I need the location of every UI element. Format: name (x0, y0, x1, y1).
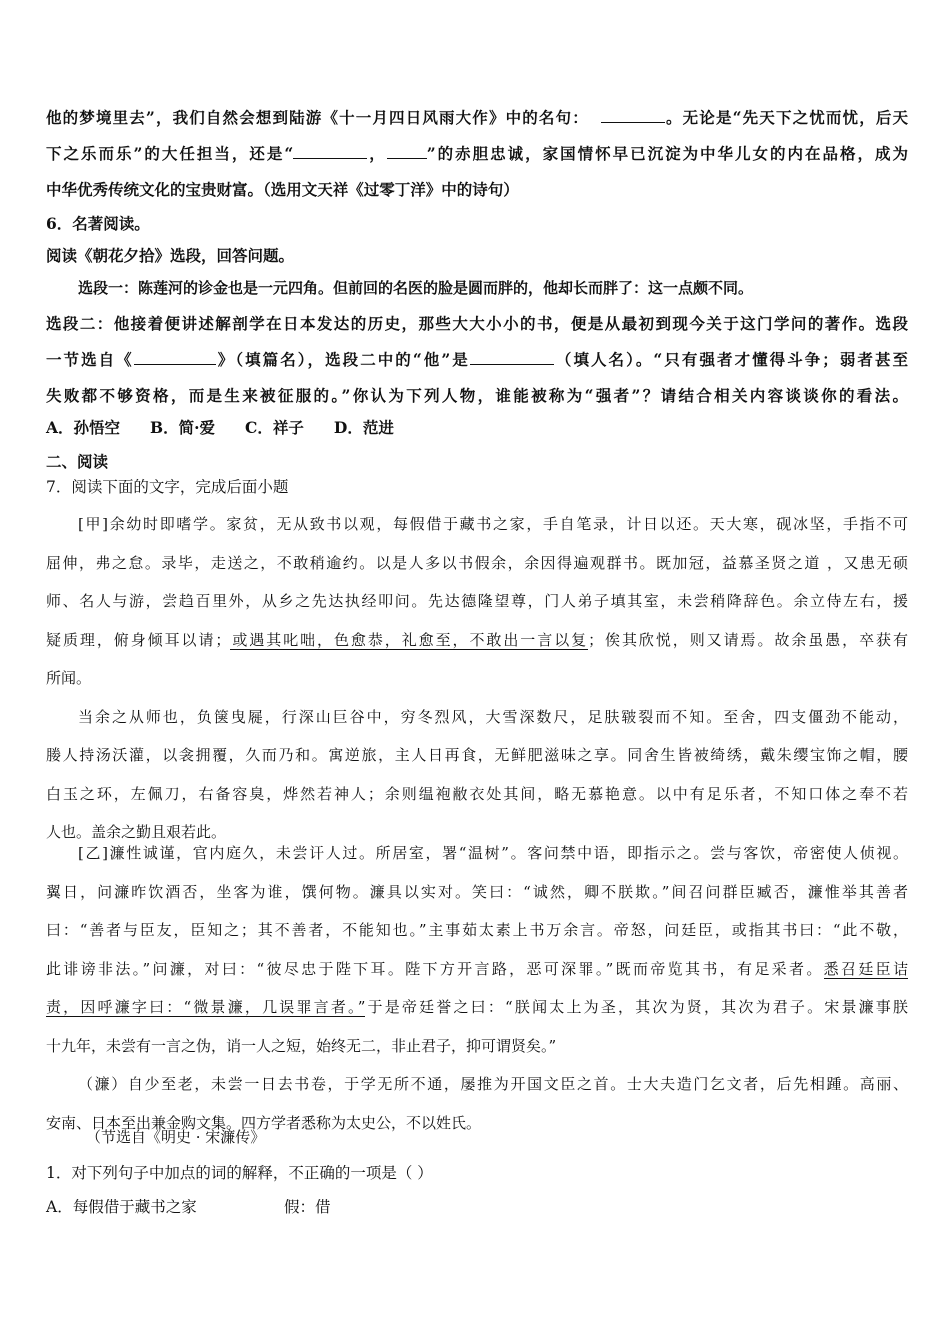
q5-line-3: 中华优秀传统文化的宝贵财富。（选用文天祥《过零丁洋》中的诗句） (46, 180, 519, 199)
q7-sub-1 (46, 1156, 908, 1224)
passage-jia: [甲]余幼时即嗜学。家贫，无从致书以观，每假借于藏书之家，手自笔录，计日以还。天大寒，砚冰坚，手指不可 屈伸，弗之怠。录毕，走送之，不敢稍逾约。以是人多以书假余，余因得遍观群书。既加冠，益慕圣贤之道 ，又患无硕 师、名人与游，尝趋百里外，从乡之先达执经叩问。先达德隆望尊，门人弟子填其室，未尝稍降辞色。余立侍左右，援 疑质理，俯身倾耳以请；或遇其叱咄，色愈恭，礼愈至，不敢出一言以复；俟其欣悦，则又请焉。故余虽愚，卒获有 所闻。 当余之从师也，负箧曳屣，行深山巨谷中，穷冬烈风，大雪深数尺，足肤皲裂而不知。至舍，四支僵劲不能动， 媵人持汤沃灌，以衾拥覆，久而乃和。寓逆旅，主人日再食，无鲜肥滋味之享。同舍生皆被绮绣，戴朱缨宝饰之帽，腰 白玉之环，左佩刀，右备容臭，烨然若神人；余则缊袍敝衣处其间，略无慕艳意。以中有足乐者，不知口体之奉不若 人也。盖余之勤且艰若此。 (46, 515, 908, 841)
q5-line-1: 他的梦境里去”，我们自然会想到陆游《十一月四日风雨大作》中的名句： 。无论是“先天下之忧而忧，后天 (46, 108, 908, 127)
option-b[interactable]: B．简·爱 (150, 418, 216, 437)
answer-blank[interactable] (293, 143, 367, 160)
option-c[interactable]: C．祥子 (245, 418, 304, 437)
option-a[interactable]: A．孙悟空 (46, 418, 121, 437)
q6-ex2-line-1: 选段二：他接着便讲述解剖学在日本发达的历史，那些大大小小的书，便是从最初到现今关于这门学问的著作。选段 (46, 314, 908, 333)
question-6-excerpt-2 (46, 306, 908, 414)
passage-source: （节选自《明史 · 宋濂传》 (86, 1128, 266, 1146)
underlined-sentence: 责，因呼濂字曰：“微景濂，几误罪言者。” (46, 998, 366, 1016)
q6-options (46, 412, 908, 444)
option-d[interactable]: D．范进 (333, 418, 394, 437)
q6-intro: 阅读《朝花夕拾》选段，回答问题。 (46, 246, 295, 265)
question-5-tail (46, 100, 908, 208)
answer-blank[interactable] (601, 107, 665, 124)
answer-blank[interactable] (470, 349, 554, 366)
underlined-sentence: 悉召廷臣诘 (823, 959, 908, 978)
q5-line-2: 下之乐而乐”的大任担当，还是“ ， ”的赤胆忠诚，家国情怀早已沉淀为中华儿女的内在品格，成为 (46, 144, 908, 163)
section-2-heading: 二、阅读 (46, 452, 109, 471)
answer-blank[interactable] (134, 349, 216, 366)
underlined-sentence: 或遇其叱咄，色愈恭，礼愈至，不敢出一言以复 (230, 630, 589, 649)
question-6 (46, 208, 908, 304)
answer-blank[interactable] (387, 143, 427, 160)
passage-yi: [乙]濂性诚谨，官内庭久，未尝讦人过。所居室，署“温树”。客问禁中语，即指示之。尝与客饮，帝密使人侦视。 翼日，问濂昨饮酒否，坐客为谁，馔何物。濂具以实对。笑曰：“诚然，卿不朕欺。”间召问群臣臧否，濂惟举其善者 曰：“善者与臣友，臣知之；其不善者，不能知也。”主事茹太素上书万余言。帝怒，问廷臣，或指其书曰：“此不敬， 此诽谤非法。”问濂，对曰：“彼尽忠于陛下耳。陛下方开言路，恶可深罪。”既而帝览其书，有足采者。悉召廷臣诘 责，因呼濂字曰：“微景濂，几误罪言者。”于是帝廷誉之曰：“朕闻太上为圣，其次为贤，其次为君子。宋景濂事朕 十九年，未尝有一言之伪，诮一人之短，始终无二，非止君子，抑可谓贤矣。” （濂）自少至老，未尝一日去书卷，于学无所不通，屡推为开国文臣之首。士大夫造门乞文者，后先相踵。高丽、 安南、日本至出兼金购文集。四方学者悉称为太史公，不以姓氏。 (46, 844, 908, 1132)
sub-question-stem: 1．对下列句子中加点的词的解释，不正确的一项是（ ） (46, 1164, 433, 1182)
q7-title: 7．阅读下面的文字，完成后面小题 (46, 478, 289, 496)
q6-title: 6．名著阅读。 (46, 214, 150, 233)
sub-option-a[interactable]: A．每假借于藏书之家 假：借 (46, 1198, 331, 1216)
q6-ex2-line-2: 一节选自《 》（填篇名），选段二中的“他”是 （填人名）。“只有强者才懂得斗争；弱者甚至 (46, 350, 908, 369)
q6-ex2-line-3: 失败都不够资格，而是生来被征服的。”你认为下列人物，谁能被称为“强者”？请结合相关内容谈谈你的看法。 (46, 386, 908, 405)
q6-excerpt-1: 选段一：陈莲河的诊金也是一元四角。但前回的名医的脸是圆而胖的，他却长而胖了：这一点颇不同。 (78, 279, 754, 297)
